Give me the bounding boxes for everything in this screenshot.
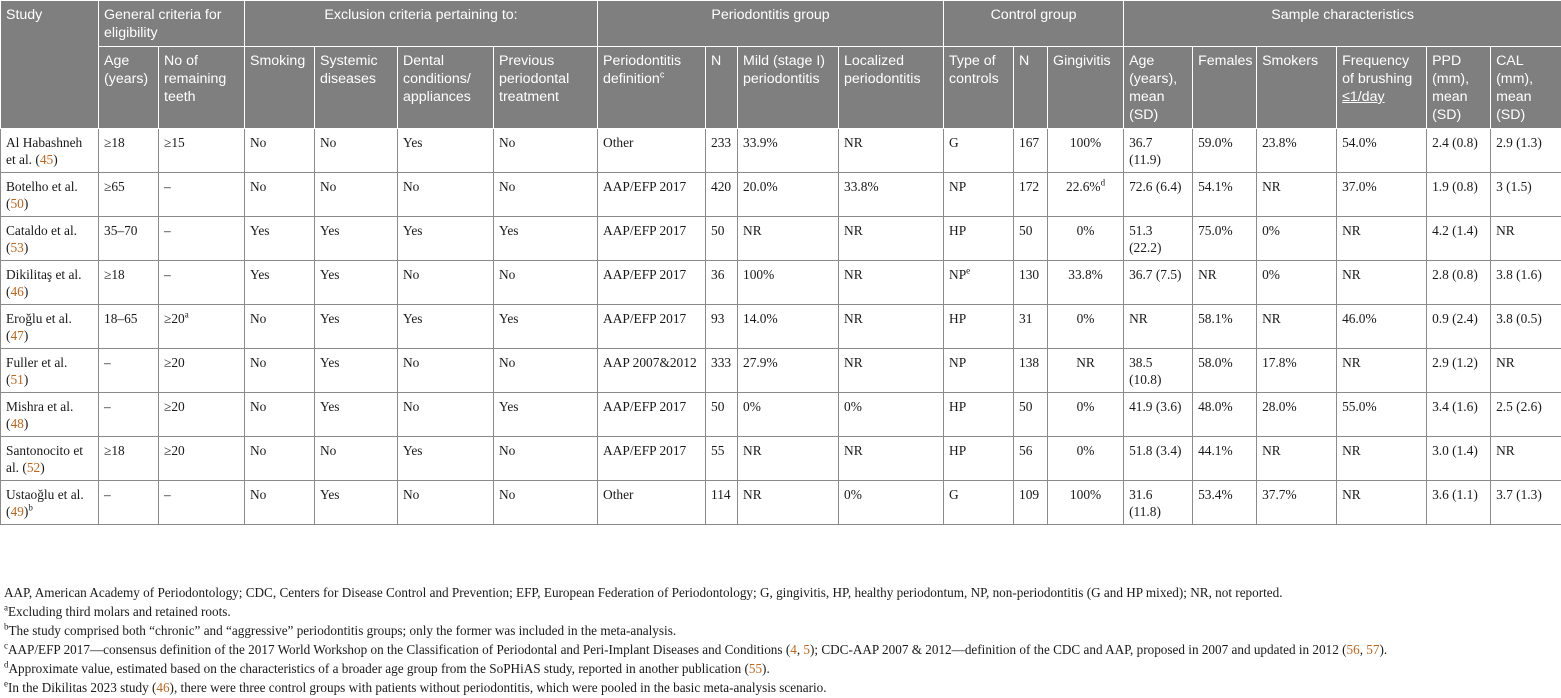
cell-cal: 2.9 (1.3) xyxy=(1491,129,1561,173)
col-females: Females xyxy=(1193,47,1257,129)
cell-mild-periodontitis: NR xyxy=(738,481,839,525)
table-body xyxy=(1,129,1561,525)
cell-brushing-frequency: NR xyxy=(1337,437,1427,481)
col-periodontitis-definition: Periodontitis definition$^c$ xyxy=(598,47,706,129)
reference-link[interactable]: 57 xyxy=(1366,642,1380,657)
cell-localized-periodontitis: NR xyxy=(839,305,944,349)
cell-previous-treatment: No xyxy=(494,349,598,393)
col-gingivitis: Gingivitis xyxy=(1048,47,1124,129)
cell-remaining-teeth: – xyxy=(159,261,245,305)
cell-type-of-controls: HP xyxy=(944,393,1014,437)
cell-periodontitis-definition: AAP/EFP 2017 xyxy=(598,173,706,217)
cell-study: Santonocito et al. (52) xyxy=(1,437,99,481)
cell-smoking: Yes xyxy=(245,261,315,305)
cell-study: Fuller et al. (51) xyxy=(1,349,99,393)
col-smoking: Smoking xyxy=(245,47,315,129)
cell-smoking: No xyxy=(245,393,315,437)
col-sample-characteristics: Sample characteristics xyxy=(1124,1,1561,47)
cell-age-mean: NR xyxy=(1124,305,1193,349)
col-periodontitis-group: Periodontitis group xyxy=(598,1,944,47)
cell-n-periodontitis: 55 xyxy=(706,437,738,481)
footnote-d: $^d$Approximate value, estimated based on the characteristics of a broader age group from the SoPHiAS study, reported in another publication (55). xyxy=(4,659,770,676)
cell-females: 75.0% xyxy=(1193,217,1257,261)
footnote-a: $^a$Excluding third molars and retained roots. xyxy=(4,602,231,619)
cell-study: Dikilitaş et al. (46) xyxy=(1,261,99,305)
cell-n-periodontitis: 233 xyxy=(706,129,738,173)
col-n-controls: N xyxy=(1014,47,1048,129)
cell-localized-periodontitis: 0% xyxy=(839,481,944,525)
cell-brushing-frequency: 54.0% xyxy=(1337,129,1427,173)
cell-dental-conditions: No xyxy=(398,261,494,305)
cell-gingivitis: 0% xyxy=(1048,305,1124,349)
col-smokers: Smokers xyxy=(1257,47,1337,129)
cell-females: 59.0% xyxy=(1193,129,1257,173)
cell-n-periodontitis: 420 xyxy=(706,173,738,217)
cell-cal: 3.8 (0.5) xyxy=(1491,305,1561,349)
cell-smoking: No xyxy=(245,129,315,173)
cell-ppd: 3.0 (1.4) xyxy=(1427,437,1491,481)
reference-link[interactable]: 4 xyxy=(790,642,797,657)
cell-n-periodontitis: 333 xyxy=(706,349,738,393)
col-n-periodontitis: N xyxy=(706,47,738,129)
cell-periodontitis-definition: AAP/EFP 2017 xyxy=(598,217,706,261)
cell-age-mean: 36.7 (11.9) xyxy=(1124,129,1193,173)
col-age-mean: Age (years), mean (SD) xyxy=(1124,47,1193,129)
cell-periodontitis-definition: Other xyxy=(598,481,706,525)
cell-ppd: 0.9 (2.4) xyxy=(1427,305,1491,349)
cell-gingivitis: 100% xyxy=(1048,481,1124,525)
cell-gingivitis: NR xyxy=(1048,349,1124,393)
cell-type-of-controls: G xyxy=(944,481,1014,525)
cell-ppd: 3.4 (1.6) xyxy=(1427,393,1491,437)
col-control-group: Control group xyxy=(944,1,1124,47)
cell-periodontitis-definition: Other xyxy=(598,129,706,173)
cell-gingivitis: 33.8% xyxy=(1048,261,1124,305)
reference-link[interactable]: 53 xyxy=(10,240,24,255)
cell-females: 54.1% xyxy=(1193,173,1257,217)
col-study: Study xyxy=(1,1,99,129)
col-systemic-diseases: Systemic diseases xyxy=(315,47,398,129)
cell-systemic-diseases: Yes xyxy=(315,393,398,437)
cell-dental-conditions: No xyxy=(398,173,494,217)
cell-study: Cataldo et al. (53) xyxy=(1,217,99,261)
cell-mild-periodontitis: 20.0% xyxy=(738,173,839,217)
cell-previous-treatment: No xyxy=(494,129,598,173)
cell-gingivitis: 0% xyxy=(1048,393,1124,437)
cell-dental-conditions: No xyxy=(398,481,494,525)
cell-smokers: 37.7% xyxy=(1257,481,1337,525)
table-row xyxy=(1,305,1561,349)
cell-cal: NR xyxy=(1491,437,1561,481)
footnote-c: $^c$AAP/EFP 2017—consensus definition of the 2017 World Workshop on the Classification of Periodontal and Peri-Implant Diseases and Conditions (4, 5); CDC-AAP 2007 & 2012—definition of the CDC and AAP, proposed in 2007 and updated in 2012 (56, 57). xyxy=(4,640,1388,657)
cell-age: – xyxy=(99,393,159,437)
cell-age: ≥18 xyxy=(99,129,159,173)
table-row xyxy=(1,349,1561,393)
cell-systemic-diseases: No xyxy=(315,173,398,217)
cell-smokers: 0% xyxy=(1257,261,1337,305)
cell-smoking: No xyxy=(245,173,315,217)
col-cal: CAL (mm), mean (SD) xyxy=(1491,47,1561,129)
cell-females: 58.0% xyxy=(1193,349,1257,393)
cell-smoking: No xyxy=(245,481,315,525)
cell-n-controls: 31 xyxy=(1014,305,1048,349)
cell-ppd: 2.4 (0.8) xyxy=(1427,129,1491,173)
cell-localized-periodontitis: NR xyxy=(839,349,944,393)
col-dental-conditions: Dental conditions/ appliances xyxy=(398,47,494,129)
header-row-groups xyxy=(1,1,1561,47)
cell-dental-conditions: No xyxy=(398,393,494,437)
reference-link[interactable]: 52 xyxy=(26,460,41,475)
table-row xyxy=(1,261,1561,305)
cell-study: Botelho et al. (50) xyxy=(1,173,99,217)
cell-smoking: Yes xyxy=(245,217,315,261)
cell-localized-periodontitis: NR xyxy=(839,217,944,261)
cell-n-periodontitis: 114 xyxy=(706,481,738,525)
cell-remaining-teeth: – xyxy=(159,217,245,261)
cell-brushing-frequency: NR xyxy=(1337,261,1427,305)
cell-type-of-controls: G xyxy=(944,129,1014,173)
col-localized-periodontitis: Localized periodontitis xyxy=(839,47,944,129)
cell-smoking: No xyxy=(245,305,315,349)
cell-study: Eroğlu et al. (47) xyxy=(1,305,99,349)
cell-n-controls: 130 xyxy=(1014,261,1048,305)
cell-gingivitis: 0% xyxy=(1048,437,1124,481)
table-row xyxy=(1,481,1561,525)
cell-n-periodontitis: 36 xyxy=(706,261,738,305)
cell-previous-treatment: Yes xyxy=(494,305,598,349)
cell-type-of-controls: HP xyxy=(944,437,1014,481)
cell-systemic-diseases: Yes xyxy=(315,481,398,525)
cell-ppd: 2.8 (0.8) xyxy=(1427,261,1491,305)
col-general-criteria: General criteria for eligibility xyxy=(99,1,245,47)
cell-dental-conditions: Yes xyxy=(398,437,494,481)
table-row xyxy=(1,129,1561,173)
cell-mild-periodontitis: NR xyxy=(738,437,839,481)
cell-brushing-frequency: 37.0% xyxy=(1337,173,1427,217)
cell-age-mean: 41.9 (3.6) xyxy=(1124,393,1193,437)
cell-cal: 3.7 (1.3) xyxy=(1491,481,1561,525)
cell-smokers: 23.8% xyxy=(1257,129,1337,173)
cell-gingivitis: 100% xyxy=(1048,129,1124,173)
cell-brushing-frequency: 46.0% xyxy=(1337,305,1427,349)
cell-remaining-teeth: ≥15 xyxy=(159,129,245,173)
cell-periodontitis-definition: AAP/EFP 2017 xyxy=(598,437,706,481)
cell-dental-conditions: Yes xyxy=(398,129,494,173)
cell-study: Al Habashneh et al. (45) xyxy=(1,129,99,173)
cell-type-of-controls: NP xyxy=(944,349,1014,393)
cell-age-mean: 51.3 (22.2) xyxy=(1124,217,1193,261)
cell-dental-conditions: No xyxy=(398,349,494,393)
reference-link[interactable]: 50 xyxy=(10,196,24,211)
cell-remaining-teeth: – xyxy=(159,173,245,217)
cell-previous-treatment: No xyxy=(494,481,598,525)
cell-systemic-diseases: No xyxy=(315,437,398,481)
cell-study: Mishra et al. (48) xyxy=(1,393,99,437)
cell-study: Ustaoğlu et al. $(49)^b$ xyxy=(1,481,99,525)
cell-dental-conditions: Yes xyxy=(398,305,494,349)
cell-periodontitis-definition: AAP/EFP 2017 xyxy=(598,305,706,349)
cell-n-periodontitis: 93 xyxy=(706,305,738,349)
cell-mild-periodontitis: 100% xyxy=(738,261,839,305)
cell-n-controls: 50 xyxy=(1014,217,1048,261)
cell-n-controls: 167 xyxy=(1014,129,1048,173)
cell-periodontitis-definition: AAP/EFP 2017 xyxy=(598,261,706,305)
col-previous-treatment: Previous periodontal treatment xyxy=(494,47,598,129)
cell-systemic-diseases: Yes xyxy=(315,217,398,261)
cell-females: 48.0% xyxy=(1193,393,1257,437)
col-age: Age (years) xyxy=(99,47,159,129)
cell-smoking: No xyxy=(245,349,315,393)
cell-smokers: 0% xyxy=(1257,217,1337,261)
cell-smokers: 28.0% xyxy=(1257,393,1337,437)
cell-smoking: No xyxy=(245,437,315,481)
cell-age: ≥65 xyxy=(99,173,159,217)
cell-age-mean: 36.7 (7.5) xyxy=(1124,261,1193,305)
reference-link[interactable]: 49 xyxy=(10,504,24,519)
cell-cal: NR xyxy=(1491,217,1561,261)
table-footnotes xyxy=(4,583,1554,697)
reference-link[interactable]: 46 xyxy=(156,680,170,695)
cell-localized-periodontitis: NR xyxy=(839,261,944,305)
cell-remaining-teeth: $\ge 20^a$ xyxy=(159,305,245,349)
cell-systemic-diseases: No xyxy=(315,129,398,173)
reference-link[interactable]: 47 xyxy=(10,328,24,343)
cell-females: 44.1% xyxy=(1193,437,1257,481)
cell-brushing-frequency: 55.0% xyxy=(1337,393,1427,437)
col-mild-periodontitis: Mild (stage I) periodontitis xyxy=(738,47,839,129)
cell-age-mean: 38.5 (10.8) xyxy=(1124,349,1193,393)
cell-mild-periodontitis: 0% xyxy=(738,393,839,437)
cell-remaining-teeth: – xyxy=(159,481,245,525)
cell-age: – xyxy=(99,481,159,525)
cell-previous-treatment: Yes xyxy=(494,217,598,261)
cell-brushing-frequency: NR xyxy=(1337,481,1427,525)
cell-mild-periodontitis: 14.0% xyxy=(738,305,839,349)
cell-previous-treatment: No xyxy=(494,437,598,481)
cell-mild-periodontitis: 27.9% xyxy=(738,349,839,393)
cell-smokers: 17.8% xyxy=(1257,349,1337,393)
cell-n-controls: 56 xyxy=(1014,437,1048,481)
cell-cal: 3 (1.5) xyxy=(1491,173,1561,217)
cell-mild-periodontitis: 33.9% xyxy=(738,129,839,173)
cell-age: 18–65 xyxy=(99,305,159,349)
cell-systemic-diseases: Yes xyxy=(315,261,398,305)
cell-cal: 3.8 (1.6) xyxy=(1491,261,1561,305)
cell-localized-periodontitis: NR xyxy=(839,129,944,173)
cell-brushing-frequency: NR xyxy=(1337,217,1427,261)
cell-remaining-teeth: ≥20 xyxy=(159,437,245,481)
footnote-abbreviations: AAP, American Academy of Periodontology; CDC, Centers for Disease Control and Prevention; EFP, European Federation of Periodontology; G, gingivitis, HP, healthy periodontum, NP, non-periodontitis (G and HP mixed); NR, not reported. xyxy=(4,585,1283,600)
cell-females: NR xyxy=(1193,261,1257,305)
cell-gingivitis: 0% xyxy=(1048,217,1124,261)
col-brushing-frequency: Frequency of brushing ≤1/day xyxy=(1337,47,1427,129)
header-row-columns xyxy=(1,47,1561,129)
cell-type-of-controls: HP xyxy=(944,305,1014,349)
cell-age: 35–70 xyxy=(99,217,159,261)
table-row xyxy=(1,173,1561,217)
cell-localized-periodontitis: 0% xyxy=(839,393,944,437)
reference-link[interactable]: 55 xyxy=(748,661,763,676)
cell-previous-treatment: Yes xyxy=(494,393,598,437)
cell-previous-treatment: No xyxy=(494,261,598,305)
cell-females: 53.4% xyxy=(1193,481,1257,525)
cell-smokers: NR xyxy=(1257,173,1337,217)
cell-cal: NR xyxy=(1491,349,1561,393)
col-exclusion-criteria: Exclusion criteria pertaining to: xyxy=(245,1,598,47)
cell-n-controls: 138 xyxy=(1014,349,1048,393)
cell-ppd: 3.6 (1.1) xyxy=(1427,481,1491,525)
cell-females: 58.1% xyxy=(1193,305,1257,349)
table-row xyxy=(1,217,1561,261)
table-header xyxy=(1,1,1561,129)
reference-link[interactable]: 5 xyxy=(803,642,810,657)
cell-n-controls: 50 xyxy=(1014,393,1048,437)
table-row xyxy=(1,437,1561,481)
cell-n-controls: 109 xyxy=(1014,481,1048,525)
cell-n-periodontitis: 50 xyxy=(706,393,738,437)
cell-ppd: 4.2 (1.4) xyxy=(1427,217,1491,261)
cell-localized-periodontitis: 33.8% xyxy=(839,173,944,217)
cell-cal: 2.5 (2.6) xyxy=(1491,393,1561,437)
cell-previous-treatment: No xyxy=(494,173,598,217)
cell-ppd: 2.9 (1.2) xyxy=(1427,349,1491,393)
cell-remaining-teeth: ≥20 xyxy=(159,349,245,393)
cell-age-mean: 51.8 (3.4) xyxy=(1124,437,1193,481)
cell-n-periodontitis: 50 xyxy=(706,217,738,261)
cell-type-of-controls: $NP^e$ xyxy=(944,261,1014,305)
footnote-b: $^b$The study comprised both “chronic” and “aggressive” periodontitis groups; only the former was included in the meta-analysis. xyxy=(4,621,677,638)
cell-smokers: NR xyxy=(1257,305,1337,349)
cell-localized-periodontitis: NR xyxy=(839,437,944,481)
cell-periodontitis-definition: AAP 2007&2012 xyxy=(598,349,706,393)
reference-link[interactable]: 46 xyxy=(10,284,24,299)
reference-link[interactable]: 48 xyxy=(10,416,24,431)
cell-remaining-teeth: ≥20 xyxy=(159,393,245,437)
cell-systemic-diseases: Yes xyxy=(315,305,398,349)
cell-age: – xyxy=(99,349,159,393)
cell-brushing-frequency: NR xyxy=(1337,349,1427,393)
footnote-e: $^e$In the Dikilitas 2023 study (46), there were three control groups with patients without periodontitis, which were pooled in the basic meta-analysis scenario. xyxy=(4,678,827,695)
cell-gingivitis: 22.6%$^d$ xyxy=(1048,173,1124,217)
col-type-of-controls: Type of controls xyxy=(944,47,1014,129)
cell-dental-conditions: Yes xyxy=(398,217,494,261)
reference-link[interactable]: 45 xyxy=(39,152,54,167)
cell-smokers: NR xyxy=(1257,437,1337,481)
cell-age-mean: 31.6 (11.8) xyxy=(1124,481,1193,525)
cell-type-of-controls: NP xyxy=(944,173,1014,217)
cell-age: ≥18 xyxy=(99,437,159,481)
cell-age-mean: 72.6 (6.4) xyxy=(1124,173,1193,217)
col-ppd: PPD (mm), mean (SD) xyxy=(1427,47,1491,129)
cell-systemic-diseases: Yes xyxy=(315,349,398,393)
reference-link[interactable]: 56 xyxy=(1346,642,1360,657)
cell-mild-periodontitis: NR xyxy=(738,217,839,261)
cell-ppd: 1.9 (0.8) xyxy=(1427,173,1491,217)
cell-age: ≥18 xyxy=(99,261,159,305)
cell-n-controls: 172 xyxy=(1014,173,1048,217)
cell-periodontitis-definition: AAP/EFP 2017 xyxy=(598,393,706,437)
table-row xyxy=(1,393,1561,437)
reference-link[interactable]: 51 xyxy=(10,372,24,387)
col-remaining-teeth: No of remaining teeth xyxy=(159,47,245,129)
cell-type-of-controls: HP xyxy=(944,217,1014,261)
